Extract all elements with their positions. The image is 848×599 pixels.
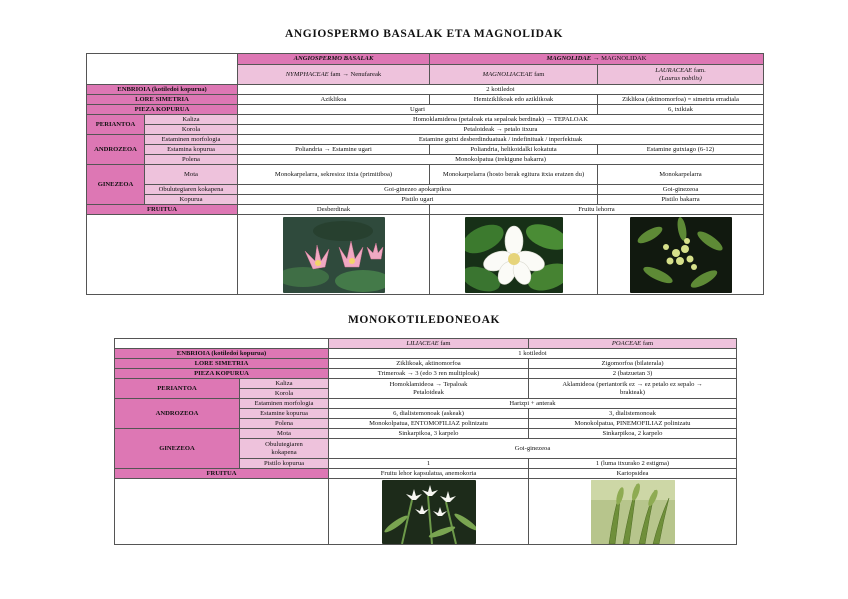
pieza-label: PIEZA KOPURUA xyxy=(87,105,238,115)
obul-12: Goi-ginezeo apokarpikoa xyxy=(238,185,598,195)
est-morf-value: Estamine gutxi desberdinduatuak / indefinituak / inperfektuak xyxy=(238,135,764,145)
obul-3: Goi-ginezeoa xyxy=(598,185,764,195)
m-kaliza-label: Kaliza xyxy=(240,379,329,389)
m-est-morf-value: Harizpi + anterak xyxy=(329,399,737,409)
lily-photo xyxy=(382,480,476,544)
ginezeoa-label: GINEZEOA xyxy=(87,165,145,205)
m-simetria-1: Ziklikoak, aktinomorfoa xyxy=(329,359,529,369)
section2-title: MONOKOTILEDONEOAK xyxy=(347,314,501,326)
simetria-3: Ziklikoa (aktinomorfoa) = simetria erradiala xyxy=(598,95,764,105)
est-kop-2: Poliandria, helikoidalki kokatuta xyxy=(430,145,598,155)
simetria-2: Hemiziklikoak edo aziklikoak xyxy=(430,95,598,105)
obul-label: Obulutegiaren kokapena xyxy=(145,185,238,195)
kopurua-label: Kopurua xyxy=(145,195,238,205)
m-fruitua-2: Kariopsidea xyxy=(529,469,737,479)
section1-title: ANGIOSPERMO BASALAK ETA MAGNOLIDAK xyxy=(284,28,563,40)
m-fruitua-1: Fruitu lehor kapsulatua, anemokoria xyxy=(329,469,529,479)
m-periantoa-2: Aklamideoa (periantorik ez → ez petalo ez sepalo → brakteak) xyxy=(529,379,737,399)
m-est-kop-1: 6, dialistemonoak (askeak) xyxy=(329,409,529,419)
water-lily-photo xyxy=(283,217,385,293)
kaliza-value: Homoklamideoa (petaloak eta sepaloak berdinak) → TEPALOAK xyxy=(238,115,764,125)
simetria-label: LORE SIMETRIA xyxy=(87,95,238,105)
m-korola-label: Korola xyxy=(240,389,329,399)
m-enbrioia-value: 1 kotiledoi xyxy=(329,349,737,359)
m-ginezeoa-label: GINEZEOA xyxy=(115,429,240,469)
m-androzeoa-label: ANDROZEOA xyxy=(115,399,240,429)
m-pieza-label: PIEZA KOPURUA xyxy=(115,369,329,379)
m-mota-label: Mota xyxy=(240,429,329,439)
androzeoa-label: ANDROZEOA xyxy=(87,135,145,165)
korola-label: Korola xyxy=(145,125,238,135)
est-kop-1: Poliandria → Estamine ugari xyxy=(238,145,430,155)
kopurua-12: Pistilo ugari xyxy=(238,195,598,205)
pieza-12: Ugari xyxy=(238,105,598,115)
fam-lauraceae: LAURACEAE fam. (Laurus nobilis) xyxy=(598,65,764,85)
korola-value: Petaloideak → petalo itxura xyxy=(238,125,764,135)
periantoa-label: PERIANTOA xyxy=(87,115,145,135)
mota-3: Monokarpelarra xyxy=(598,165,764,185)
m-pieza-1: Trimeroak → 3 (edo 3 ren multiploak) xyxy=(329,369,529,379)
m-periantoa-label: PERIANTOA xyxy=(115,379,240,399)
m-polena-1: Monokolpatua, ENTOMOFILIAZ polinizatu xyxy=(329,419,529,429)
m-simetria-label: LORE SIMETRIA xyxy=(115,359,329,369)
kopurua-3: Pistilo bakarra xyxy=(598,195,764,205)
est-kop-label: Estamina kopurua xyxy=(145,145,238,155)
fam-nymphaceae: NYMPHACEAE fam → Nenufareak xyxy=(238,65,430,85)
fruitua-23: Fruitu lehorra xyxy=(430,205,764,215)
m-pieza-2: 2 (batzuetan 3) xyxy=(529,369,737,379)
m-obul-value: Goi-ginezeoa xyxy=(329,439,737,459)
fruitua-label: FRUITUA xyxy=(87,205,238,215)
mota-2: Monokarpelarra (hosto berak egitura itxia eratzen du) xyxy=(430,165,598,185)
enbrioia-value: 2 kotiledoi xyxy=(238,85,764,95)
m-pist-label: Pistilo kopurua xyxy=(240,459,329,469)
m-pist-2: 1 (luma itxurako 2 estigma) xyxy=(529,459,737,469)
group-magnolid-header: MAGNOLIDAE → MAGNOLIDAK xyxy=(430,54,764,65)
m-est-morf-label: Estaminen morfologia xyxy=(240,399,329,409)
pieza-3: 6, txikiak xyxy=(598,105,764,115)
magnolia-photo xyxy=(465,217,563,293)
m-est-kop-label: Estamine kopurua xyxy=(240,409,329,419)
laurel-photo xyxy=(630,217,732,293)
m-polena-2: Monokolpatua, PINEMOFILIAZ polinizatu xyxy=(529,419,737,429)
m-obul-label: Obulutegiaren kokapena xyxy=(240,439,329,459)
m-mota-2: Sinkarpikoa, 2 karpelo xyxy=(529,429,737,439)
m-periantoa-1: Homoklamideoa → Tepaloak Petaloideak xyxy=(329,379,529,399)
est-morf-label: Estaminen morfologia xyxy=(145,135,238,145)
polena-value: Monokolpatua (irekigune bakarra) xyxy=(238,155,764,165)
m-simetria-2: Zigomorfoa (bilaterala) xyxy=(529,359,737,369)
angiosperm-table xyxy=(86,53,764,295)
est-kop-3: Estamine gutxiago (6-12) xyxy=(598,145,764,155)
enbrioia-label: ENBRIOIA (kotiledoi kopurua) xyxy=(87,85,238,95)
m-polena-label: Polena xyxy=(240,419,329,429)
fam-magnoliaceae: MAGNOLIACEAE fam xyxy=(430,65,598,85)
fam-poaceae: POACEAE fam xyxy=(529,339,737,349)
grass-photo xyxy=(591,480,675,544)
mota-1: Monokarpelarra, sekresioz itxia (primitiboa) xyxy=(238,165,430,185)
m-mota-1: Sinkarpikoa, 3 karpelo xyxy=(329,429,529,439)
m-enbrioia-label: ENBRIOIA (kotiledoi kopurua) xyxy=(115,349,329,359)
fam-liliaceae: LILIACEAE fam xyxy=(329,339,529,349)
mota-label: Mota xyxy=(145,165,238,185)
monocot-table xyxy=(114,338,737,545)
group-basal-header: ANGIOSPERMO BASALAK xyxy=(238,54,430,65)
kaliza-label: Kaliza xyxy=(145,115,238,125)
fruitua-1: Desberdinak xyxy=(238,205,430,215)
simetria-1: Aziklikoa xyxy=(238,95,430,105)
polena-label: Polena xyxy=(145,155,238,165)
m-fruitua-label: FRUITUA xyxy=(115,469,329,479)
m-est-kop-2: 3, dialistemonoak xyxy=(529,409,737,419)
m-pist-1: 1 xyxy=(329,459,529,469)
